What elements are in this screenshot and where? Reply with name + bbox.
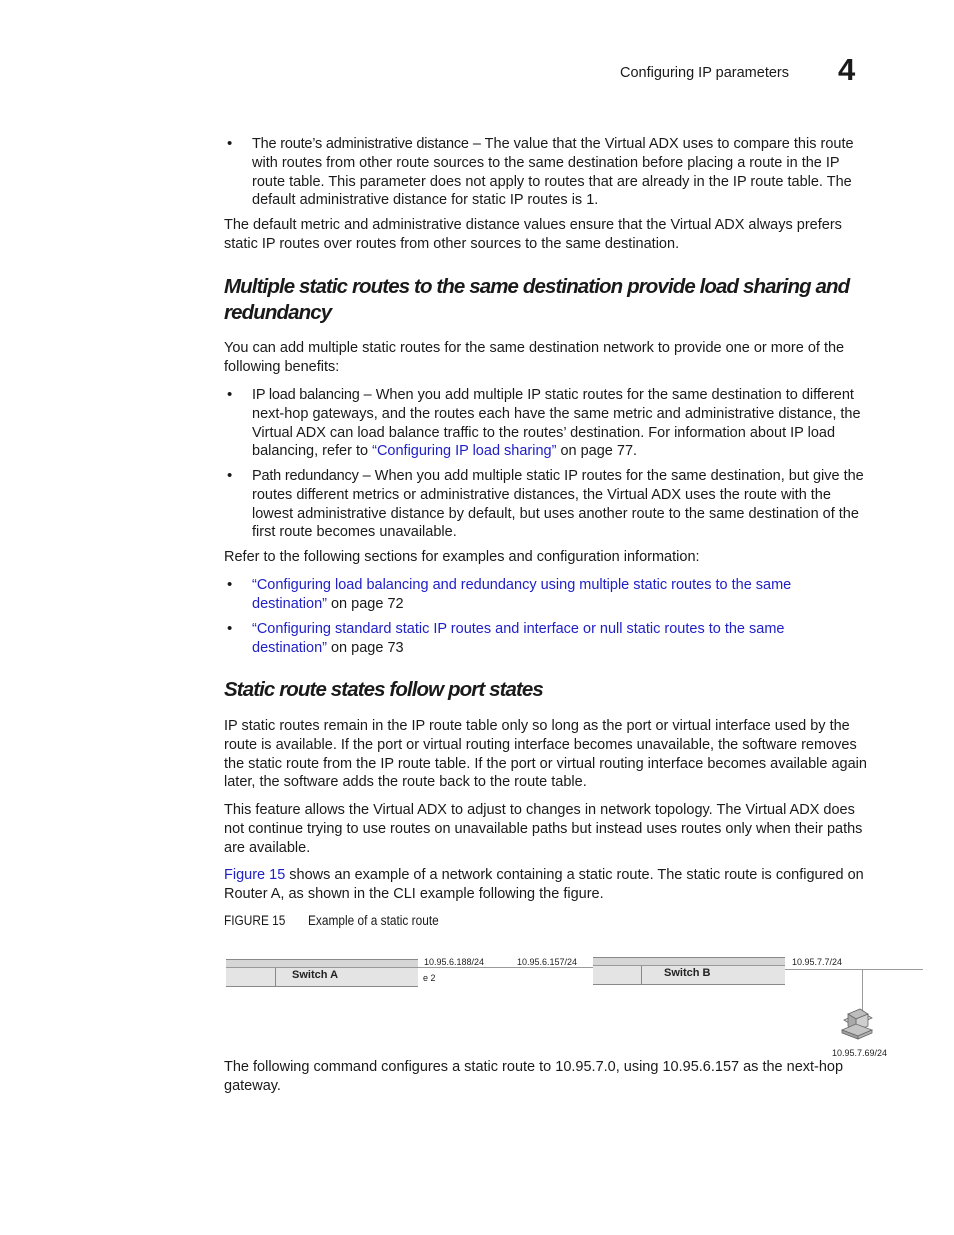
switch-a-top-bar bbox=[226, 960, 418, 968]
link-a-to-b bbox=[418, 967, 593, 968]
reference-suffix: on page 73 bbox=[326, 639, 404, 656]
bullet-term: The route’s administrative distance bbox=[252, 136, 469, 152]
chapter-number: 4 bbox=[838, 52, 856, 87]
link-standard-static-routes[interactable]: “Configuring standard static IP routes and interface or null static routes to the same destination” bbox=[252, 621, 785, 656]
bullet-term: Path redundancy bbox=[252, 468, 359, 484]
paragraph-benefits: You can add multiple static routes for the same destination network to provide one or more of the following benefits: bbox=[224, 340, 845, 375]
ip-switch-b-left: 10.95.6.157/24 bbox=[517, 957, 578, 967]
ip-host: 10.95.7.69/24 bbox=[832, 1048, 888, 1058]
reference-item bbox=[252, 620, 822, 658]
figure-title: Example of a static route bbox=[308, 913, 439, 928]
figure-caption bbox=[224, 913, 457, 928]
paragraph-figure-intro bbox=[224, 866, 874, 904]
reference-suffix: on page 72 bbox=[326, 595, 404, 612]
bullet-text: – When you add multiple IP static routes for the same destination to different next-hop gateways, and the routes each have the same metric and administrative distance, the Virtual ADX can load balance traffic to the routes’ destination. For information about IP load balancing, refer to bbox=[252, 387, 861, 460]
heading-static-route-states: Static route states follow port states bbox=[224, 678, 543, 701]
paragraph-refer: Refer to the following sections for examples and configuration information: bbox=[224, 549, 700, 565]
link-load-balancing-redundancy[interactable]: “Configuring load balancing and redundancy using multiple static routes to the same destination” bbox=[252, 577, 792, 612]
reference-item bbox=[252, 576, 822, 614]
switch-a-label: Switch A bbox=[292, 969, 339, 981]
computer-icon bbox=[838, 1006, 878, 1046]
bullet-path-redundancy bbox=[252, 467, 874, 542]
running-header-title: Configuring IP parameters bbox=[620, 65, 789, 81]
bullet-icon: • bbox=[227, 467, 233, 484]
paragraph-topology: This feature allows the Virtual ADX to adjust to changes in network topology. The Virtual ADX does not continue trying to use routes on unavailable paths but instead uses routes only when their paths are available. bbox=[224, 802, 863, 856]
paragraph-command: The following command configures a static route to 10.95.7.0, using 10.95.6.157 as the next-hop gateway. bbox=[224, 1059, 844, 1094]
bullet-term: IP load balancing bbox=[252, 387, 360, 403]
bullet-ip-load-balancing bbox=[252, 386, 874, 461]
bullet-icon: • bbox=[227, 620, 233, 637]
paragraph-route-states: IP static routes remain in the IP route table only so long as the port or virtual interface used by the route is available. If the port or virtual routing interface becomes unavailable, the software removes the static route from the IP route table. If the port or virtual routing interface becomes available again later, the software adds the route back to the route table. bbox=[224, 718, 867, 791]
ip-switch-b-right: 10.95.7.7/24 bbox=[792, 957, 843, 967]
switch-b-divider bbox=[641, 966, 642, 984]
paragraph-text: shows an example of a network containing a static route. The static route is configured on Router A, as shown in the CLI example following the figure. bbox=[224, 867, 864, 902]
ip-switch-a: 10.95.6.188/24 bbox=[424, 957, 485, 967]
link-b-to-lan bbox=[785, 969, 923, 970]
bullet-icon: • bbox=[227, 135, 233, 152]
bullet-icon: • bbox=[227, 386, 233, 403]
bullet-text: – The value that the Virtual ADX uses to compare this route with routes from other route sources to the same destination before placing a route in the IP route table. This parameter does not apply to routes that are already in the IP route table. The default administrative distance for static IP routes is 1. bbox=[252, 136, 854, 209]
link-ip-load-sharing[interactable]: “Configuring IP load sharing” bbox=[372, 443, 557, 460]
switch-a-divider bbox=[275, 968, 276, 986]
heading-multiple-static-routes: Multiple static routes to the same destination provide load sharing and redundancy bbox=[224, 275, 850, 324]
figure-number: FIGURE 15 bbox=[224, 913, 286, 928]
switch-b-top-bar bbox=[593, 958, 785, 966]
link-figure-15[interactable]: Figure 15 bbox=[224, 867, 286, 883]
switch-b bbox=[593, 957, 785, 985]
bullet-icon: • bbox=[227, 576, 233, 593]
switch-a bbox=[226, 959, 418, 987]
paragraph-default-values: The default metric and administrative distance values ensure that the Virtual ADX always prefers static IP routes over routes from other sources to the same destination. bbox=[224, 217, 842, 252]
switch-b-label: Switch B bbox=[664, 967, 711, 979]
bullet-text: – When you add multiple static IP routes for the same destination, but give the routes different metrics or administrative distances, the Virtual ADX uses the route with the lowest administrative distance by default, but uses another route to the same destination of the first route becomes unavailable. bbox=[252, 468, 864, 541]
bullet-suffix: on page 77. bbox=[556, 443, 638, 460]
bullet-admin-distance bbox=[252, 135, 874, 210]
port-switch-a: e 2 bbox=[423, 973, 436, 983]
